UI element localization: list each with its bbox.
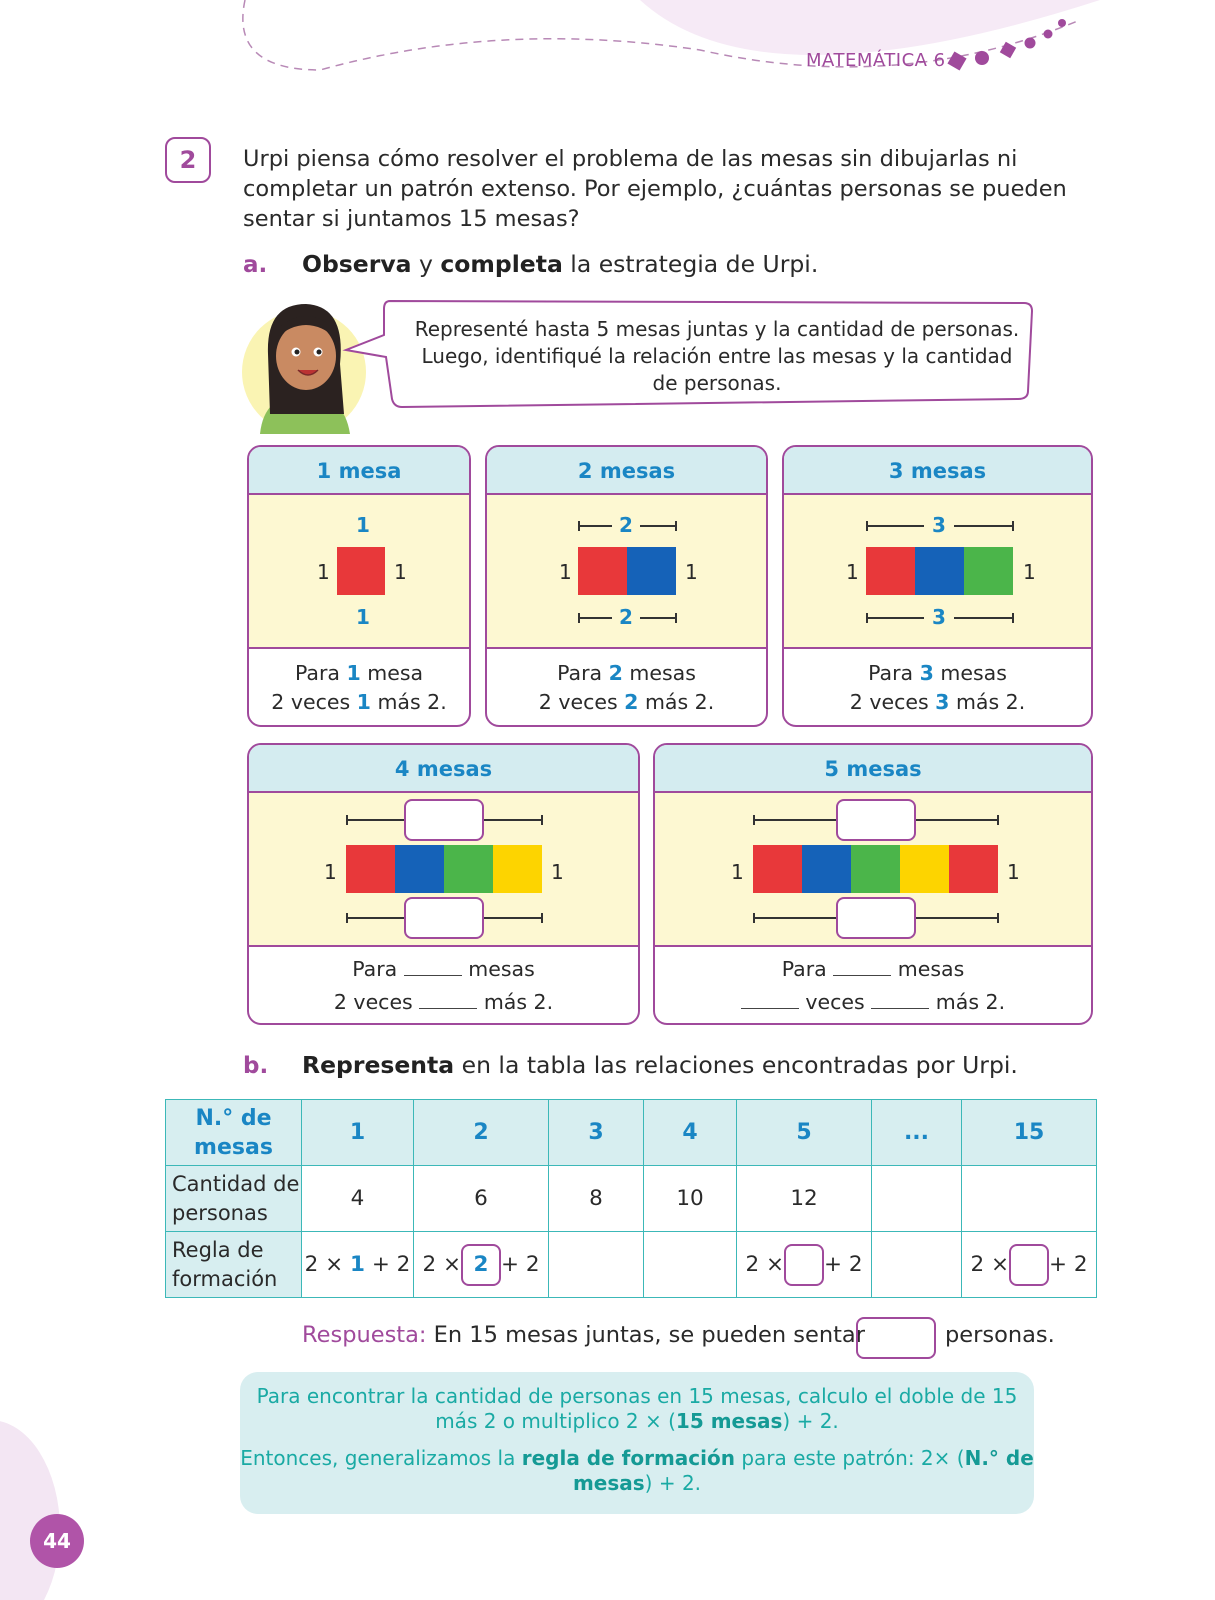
card-title: 2 mesas [487, 447, 766, 495]
left-seat-count: 1 [846, 560, 859, 584]
card-1-mesa [247, 445, 471, 727]
rule-cell-empty[interactable] [872, 1232, 962, 1298]
bottom-seat-count: 3 [932, 605, 946, 629]
rule-answer-box[interactable] [784, 1244, 824, 1286]
rule-answer-box[interactable] [1009, 1244, 1049, 1286]
table-header-row [166, 1100, 1097, 1166]
table-cell: 12 [737, 1166, 872, 1232]
top-answer-box[interactable] [404, 799, 484, 841]
card-title: 1 mesa [249, 447, 469, 495]
relations-table [165, 1099, 1097, 1298]
table-square-blue [395, 845, 444, 893]
part-a-instruction: Observa y completa la estrategia de Urpi. [302, 250, 819, 278]
card-title: 5 mesas [655, 745, 1091, 793]
card-caption: Para 1 mesa 2 veces 1 más 2. [271, 661, 447, 714]
card-diagram [784, 495, 1091, 649]
table-cell: 6 [414, 1166, 549, 1232]
blank-line[interactable] [419, 991, 477, 1009]
table-row [166, 1166, 1097, 1232]
page-number: 44 [30, 1514, 84, 1568]
table-cell: 8 [549, 1166, 644, 1232]
col-header: 4 [644, 1100, 737, 1166]
book-title: MATEMÁTICA 6 [806, 50, 946, 71]
top-answer-box[interactable] [836, 799, 916, 841]
col-header: 2 [414, 1100, 549, 1166]
col-header: 15 [962, 1100, 1097, 1166]
left-seat-count: 1 [324, 860, 337, 884]
note-paragraph-1: Para encontrar la cantidad de personas en 15 mesas, calculo el doble de 15 más 2 o multiplico 2 × (15 mesas) + 2. [256, 1384, 1018, 1433]
table-square-green [851, 845, 900, 893]
table-square-red [337, 547, 385, 595]
blank-line[interactable] [871, 991, 929, 1009]
card-5-mesas [653, 743, 1093, 1025]
right-seat-count: 1 [1007, 860, 1020, 884]
table-square-red [753, 845, 802, 893]
note-paragraph-2: Entonces, generalizamos la regla de formación para este patrón: 2× (N.° de mesas) + 2. [240, 1446, 1034, 1495]
rule-cell: 2 × + 2 [737, 1232, 872, 1298]
table-square-red [346, 845, 395, 893]
table-cell: 10 [644, 1166, 737, 1232]
right-seat-count: 1 [551, 860, 564, 884]
card-4-mesas [247, 743, 640, 1025]
blank-line[interactable] [404, 958, 462, 976]
table-square-yellow [493, 845, 542, 893]
table-square-green [444, 845, 493, 893]
bubble-text: Representé hasta 5 mesas juntas y la cantidad de personas. Luego, identifiqué la relación entre las mesas y la cantidad de personas. [414, 317, 1020, 395]
card-caption: Para 2 mesas 2 veces 2 más 2. [538, 661, 715, 714]
card-diagram [249, 793, 638, 947]
answer-line: Respuesta: En 15 mesas juntas, se pueden sentar [302, 1322, 865, 1348]
header-corner: N.° de mesas [166, 1100, 302, 1166]
header-decoration [0, 0, 1215, 120]
table-square-red [949, 845, 998, 893]
card-title: 3 mesas [784, 447, 1091, 495]
table-square-blue [915, 547, 964, 595]
question-number: 2 [165, 137, 211, 183]
left-seat-count: 1 [731, 860, 744, 884]
bottom-answer-box[interactable] [404, 897, 484, 939]
right-seat-count: 1 [1023, 560, 1036, 584]
part-b-letter: b. [243, 1053, 269, 1079]
table-square-yellow [900, 845, 949, 893]
card-caption: Para mesas 2 veces más 2. [333, 957, 554, 1014]
top-seat-count: 2 [619, 513, 633, 537]
card-diagram [655, 793, 1091, 947]
info-note [240, 1372, 1034, 1514]
rule-cell-empty[interactable] [644, 1232, 737, 1298]
right-seat-count: 1 [394, 560, 407, 584]
rule-cell: 2 × + 2 [962, 1232, 1097, 1298]
rule-cell: 2 × 2 + 2 [414, 1232, 549, 1298]
question-intro: Urpi piensa cómo resolver el problema de las mesas sin dibujarlas ni completar un patrón extenso. Por ejemplo, ¿cuántas personas se pueden sentar si juntamos 15 mesas? [243, 146, 1067, 232]
table-square-red [866, 547, 915, 595]
answer-box[interactable] [856, 1317, 936, 1359]
bottom-answer-box[interactable] [836, 897, 916, 939]
bottom-seat-count: 1 [356, 605, 370, 629]
card-3-mesas [782, 445, 1093, 727]
row-label: Regla de formación [166, 1232, 302, 1298]
table-row [166, 1232, 1097, 1298]
rule-cell: 2 × 1 + 2 [302, 1232, 414, 1298]
table-square-blue [802, 845, 851, 893]
page-corner-decoration [0, 1420, 60, 1600]
part-a-letter: a. [243, 252, 268, 278]
card-diagram [487, 495, 766, 649]
card-diagram [249, 495, 469, 649]
rule-cell-empty[interactable] [549, 1232, 644, 1298]
table-square-blue [627, 547, 676, 595]
table-cell: 4 [302, 1166, 414, 1232]
card-title: 4 mesas [249, 745, 638, 793]
part-b-instruction: Representa en la tabla las relaciones encontradas por Urpi. [302, 1051, 1018, 1079]
left-seat-count: 1 [317, 560, 330, 584]
table-square-red [578, 547, 627, 595]
table-square-green [964, 547, 1013, 595]
table-cell-empty[interactable] [962, 1166, 1097, 1232]
top-seat-count: 1 [356, 513, 370, 537]
right-seat-count: 1 [685, 560, 698, 584]
table-cell-empty[interactable] [872, 1166, 962, 1232]
answer-end: personas. [945, 1322, 1055, 1348]
col-header: ... [872, 1100, 962, 1166]
top-seat-count: 3 [932, 513, 946, 537]
col-header: 5 [737, 1100, 872, 1166]
card-2-mesas [485, 445, 768, 727]
left-seat-count: 1 [559, 560, 572, 584]
row-label: Cantidad de personas [166, 1166, 302, 1232]
col-header: 3 [549, 1100, 644, 1166]
card-caption: Para 3 mesas 2 veces 3 más 2. [849, 661, 1026, 714]
card-caption: Para mesas veces más 2. [655, 947, 1091, 1019]
blank-line[interactable] [741, 991, 799, 1009]
col-header: 1 [302, 1100, 414, 1166]
bottom-seat-count: 2 [619, 605, 633, 629]
blank-line[interactable] [833, 958, 891, 976]
